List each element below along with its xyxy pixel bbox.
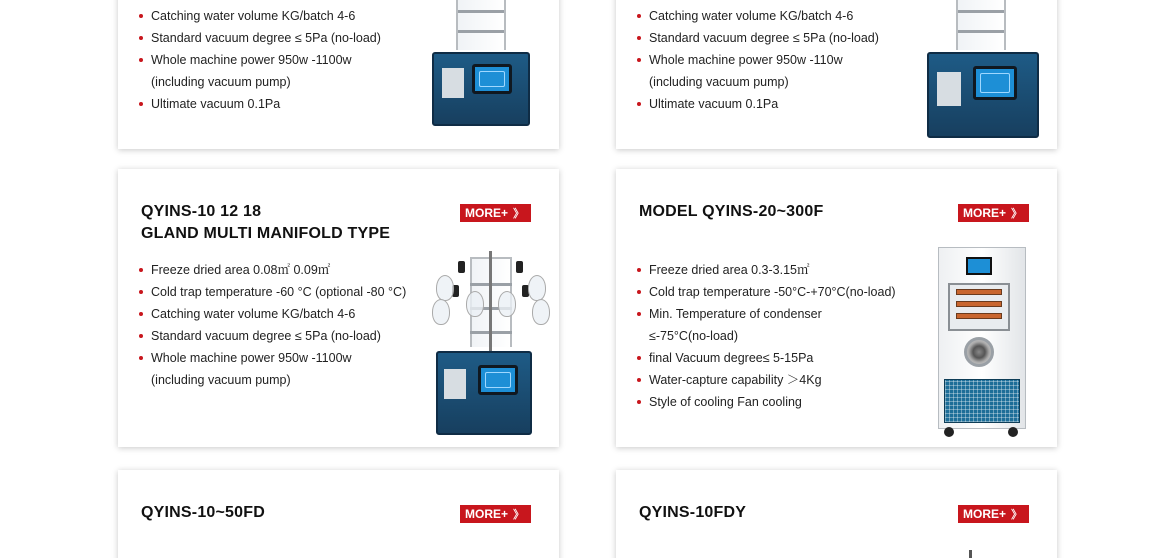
spec-item: Min. Temperature of condenser ≤-75°C(no-load) <box>636 303 896 347</box>
product-title[interactable]: QYINS-10 12 18 GLAND MULTI MANIFOLD TYPE <box>141 203 391 242</box>
spec-item: Whole machine power 950w -1100w (including vacuum pump) <box>138 49 381 93</box>
spec-item: Freeze dried area 0.08㎡ 0.09㎡ <box>138 259 406 281</box>
spec-item: Cold trap temperature -50°C-+70°C(no-load) <box>636 281 896 303</box>
spec-item: Ultimate vacuum 0.1Pa <box>636 93 879 115</box>
spec-item: Cold trap temperature -60 °C (optional -80 °C) <box>138 281 406 303</box>
spec-item: Freeze dried area 0.3-3.15㎡ <box>636 259 896 281</box>
more-button[interactable]: MORE+ 》 <box>958 505 1029 523</box>
spec-item: Ultimate vacuum 0.1Pa <box>138 93 381 115</box>
product-card <box>616 0 1057 149</box>
more-button[interactable]: MORE+ 》 <box>460 505 531 523</box>
product-card <box>118 0 559 149</box>
spec-item: final Vacuum degree≤ 5-15Pa <box>636 347 896 369</box>
product-title[interactable]: MODEL QYINS-20~300F <box>639 203 824 220</box>
double-chevron-right-icon: 》 <box>1008 208 1023 220</box>
spec-item: Water-capture capability ＞4Kg <box>636 369 896 391</box>
product-image[interactable] <box>430 247 550 439</box>
product-image[interactable] <box>921 0 1046 142</box>
spec-item: Standard vacuum degree ≤ 5Pa (no-load) <box>138 27 381 49</box>
double-chevron-right-icon: 》 <box>510 208 525 220</box>
product-card <box>616 470 1057 558</box>
spec-list <box>636 5 879 115</box>
spec-list <box>138 5 381 115</box>
product-card <box>616 169 1057 447</box>
double-chevron-right-icon: 》 <box>510 509 525 521</box>
more-button[interactable]: MORE+ 》 <box>460 204 531 222</box>
product-image[interactable] <box>969 550 972 558</box>
spec-item: Whole machine power 950w -110w (including vacuum pump) <box>636 49 879 93</box>
product-title[interactable]: QYINS-10FDY <box>639 504 747 521</box>
double-chevron-right-icon: 》 <box>1008 509 1023 521</box>
spec-item: Catching water volume KG/batch 4-6 <box>138 303 406 325</box>
spec-item: Whole machine power 950w -1100w (including vacuum pump) <box>138 347 406 391</box>
spec-item: Catching water volume KG/batch 4-6 <box>636 5 879 27</box>
spec-item: Standard vacuum degree ≤ 5Pa (no-load) <box>636 27 879 49</box>
spec-list <box>636 259 896 413</box>
product-card <box>118 470 559 558</box>
spec-list <box>138 259 406 391</box>
product-image[interactable] <box>428 0 538 130</box>
product-title[interactable]: QYINS-10~50FD <box>141 504 265 521</box>
product-image[interactable] <box>934 245 1030 439</box>
spec-item: Catching water volume KG/batch 4-6 <box>138 5 381 27</box>
spec-item: Standard vacuum degree ≤ 5Pa (no-load) <box>138 325 406 347</box>
product-card <box>118 169 559 447</box>
more-button[interactable]: MORE+ 》 <box>958 204 1029 222</box>
spec-item: Style of cooling Fan cooling <box>636 391 896 413</box>
